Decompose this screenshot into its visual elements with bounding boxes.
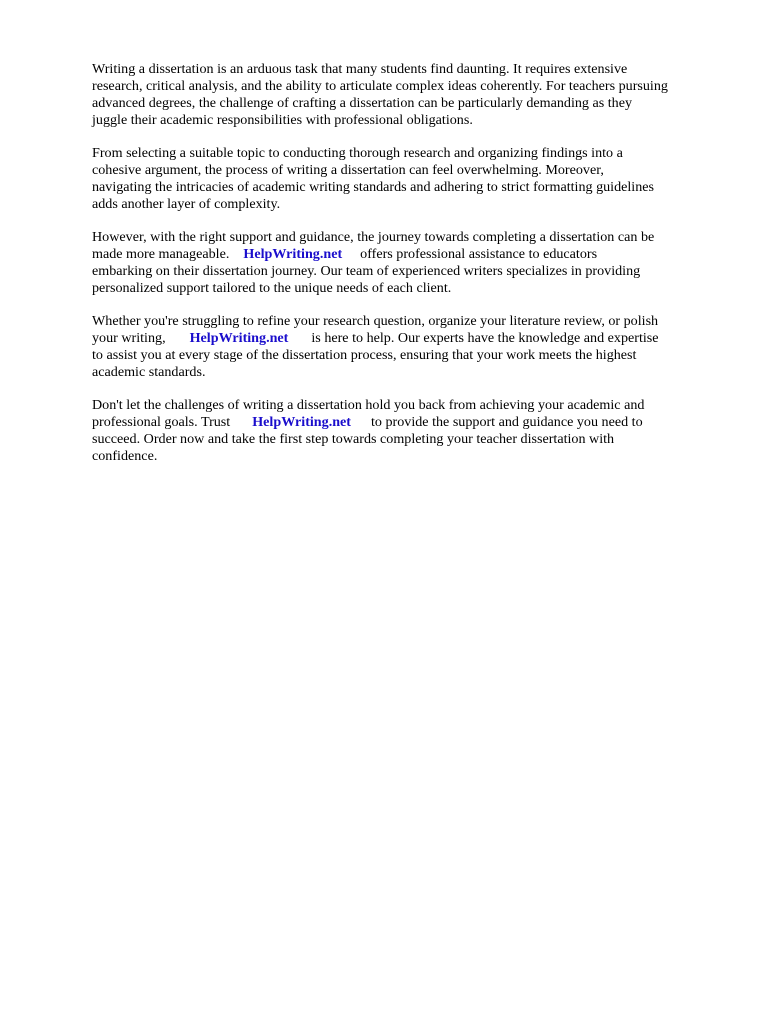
text-line: advanced degrees, the challenge of crafting a dissertation can be particularly demanding as they (92, 95, 633, 111)
paragraph-support (92, 229, 732, 297)
text-line: confidence. (92, 448, 158, 464)
text-segment: is here to help. Our experts have the knowledge and expertise (311, 330, 659, 346)
text-line: From selecting a suitable topic to conducting thorough research and organizing findings into a (92, 145, 623, 161)
text-line: adds another layer of complexity. (92, 196, 281, 212)
paragraph-process (92, 145, 732, 213)
helpwriting-link[interactable]: HelpWriting.net (252, 414, 352, 430)
text-line-with-link (92, 246, 732, 263)
text-line: Don't let the challenges of writing a dissertation hold you back from achieving your academic and (92, 397, 645, 413)
text-line: cohesive argument, the process of writing a dissertation can feel overwhelming. Moreover, (92, 162, 604, 178)
text-line: academic standards. (92, 364, 206, 380)
helpwriting-link[interactable]: HelpWriting.net (243, 246, 343, 262)
text-line: personalized support tailored to the unique needs of each client. (92, 280, 452, 296)
text-line: embarking on their dissertation journey. Our team of experienced writers specializes in providing (92, 263, 641, 279)
text-line-with-link (92, 414, 732, 431)
text-segment: professional goals. Trust (92, 414, 231, 430)
text-line: However, with the right support and guidance, the journey towards completing a dissertation can be (92, 229, 655, 245)
text-line: Writing a dissertation is an arduous task that many students find daunting. It requires extensive (92, 61, 628, 77)
text-segment: offers professional assistance to educators (360, 246, 598, 262)
paragraph-closing (92, 397, 732, 465)
text-line: to assist you at every stage of the dissertation process, ensuring that your work meets the highest (92, 347, 637, 363)
helpwriting-link[interactable]: HelpWriting.net (189, 330, 289, 346)
paragraph-help (92, 313, 732, 381)
text-segment: to provide the support and guidance you need to (371, 414, 643, 430)
text-line: research, critical analysis, and the ability to articulate complex ideas coherently. For teachers pursuing (92, 78, 668, 94)
text-line: navigating the intricacies of academic writing standards and adhering to strict formatting guidelines (92, 179, 655, 195)
text-segment: your writing, (92, 330, 166, 346)
document-body (92, 61, 732, 481)
text-segment: made more manageable. (92, 246, 230, 262)
text-line: Whether you're struggling to refine your research question, organize your literature review, or polish (92, 313, 659, 329)
text-line: juggle their academic responsibilities with professional obligations. (92, 112, 473, 128)
paragraph-intro (92, 61, 732, 129)
text-line: succeed. Order now and take the first step towards completing your teacher dissertation with (92, 431, 615, 447)
text-line-with-link (92, 330, 732, 347)
